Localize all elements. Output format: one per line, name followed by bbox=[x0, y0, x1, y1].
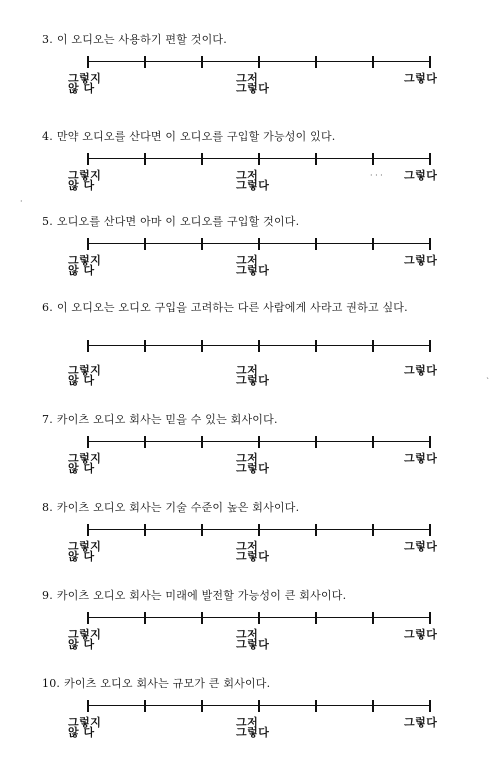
anchor-disagree: 그렇지 않 다 bbox=[68, 628, 102, 651]
scale-tick-7[interactable] bbox=[429, 56, 430, 68]
question-text bbox=[42, 590, 474, 602]
anchor-disagree: 그렇지 않 다 bbox=[68, 169, 102, 192]
scale-tick-3[interactable] bbox=[201, 700, 202, 712]
scale-tick-4[interactable] bbox=[258, 436, 259, 448]
scale-tick-2[interactable] bbox=[144, 56, 145, 68]
scale-tick-2[interactable] bbox=[144, 153, 145, 165]
scale-tick-4[interactable] bbox=[258, 340, 259, 352]
question-label: 카이츠 오디오 회사는 믿을 수 있는 회사이다. bbox=[56, 413, 278, 426]
question-text bbox=[42, 302, 474, 314]
question-label: 이 오디오는 사용하기 편할 것이다. bbox=[56, 33, 227, 46]
scale-tick-3[interactable] bbox=[201, 153, 202, 165]
scale-tick-3[interactable] bbox=[201, 612, 202, 624]
question-label: 카이츠 오디오 회사는 미래에 발전할 가능성이 큰 회사이다. bbox=[56, 589, 347, 602]
anchor-disagree: 그렇지 않 다 bbox=[68, 254, 102, 277]
anchor-agree: 그렇다 bbox=[404, 628, 438, 641]
rating-scale[interactable] bbox=[88, 238, 430, 250]
scale-tick-4[interactable] bbox=[258, 238, 259, 250]
scale-tick-1[interactable] bbox=[87, 524, 88, 536]
scale-tick-1[interactable] bbox=[87, 153, 88, 165]
anchor-agree: 그렇다 bbox=[404, 716, 438, 729]
anchor-agree: 그렇다 bbox=[404, 364, 438, 377]
scale-tick-6[interactable] bbox=[372, 238, 373, 250]
scale-tick-3[interactable] bbox=[201, 340, 202, 352]
question-number: 10. bbox=[42, 677, 61, 690]
scale-tick-6[interactable] bbox=[372, 700, 373, 712]
rating-scale[interactable] bbox=[88, 524, 430, 536]
rating-scale[interactable] bbox=[88, 612, 430, 624]
scale-tick-2[interactable] bbox=[144, 238, 145, 250]
scale-tick-6[interactable] bbox=[372, 436, 373, 448]
scale-tick-3[interactable] bbox=[201, 238, 202, 250]
survey-item-4 bbox=[0, 131, 504, 223]
scan-speck: ˋ bbox=[486, 377, 490, 386]
scale-tick-7[interactable] bbox=[429, 436, 430, 448]
question-label: 카이츠 오디오 회사는 기술 수준이 높은 회사이다. bbox=[56, 501, 300, 514]
anchor-neutral: 그저 그렇다 bbox=[236, 452, 270, 475]
rating-scale[interactable] bbox=[88, 700, 430, 712]
anchor-neutral: 그저 그렇다 bbox=[236, 169, 270, 192]
scale-tick-2[interactable] bbox=[144, 700, 145, 712]
scale-tick-4[interactable] bbox=[258, 56, 259, 68]
question-label: 이 오디오는 오디오 구입을 고려하는 다른 사람에게 사라고 권하고 싶다. bbox=[56, 301, 408, 314]
scale-tick-6[interactable] bbox=[372, 153, 373, 165]
scale-tick-6[interactable] bbox=[372, 340, 373, 352]
scale-tick-6[interactable] bbox=[372, 524, 373, 536]
scale-tick-2[interactable] bbox=[144, 612, 145, 624]
scale-tick-7[interactable] bbox=[429, 340, 430, 352]
scale-tick-5[interactable] bbox=[315, 340, 316, 352]
scale-tick-6[interactable] bbox=[372, 612, 373, 624]
scale-tick-7[interactable] bbox=[429, 700, 430, 712]
question-number: 3. bbox=[42, 33, 53, 46]
anchor-neutral: 그저 그렇다 bbox=[236, 716, 270, 739]
anchor-disagree: 그렇지 않 다 bbox=[68, 364, 102, 387]
survey-item-3 bbox=[0, 34, 504, 126]
scan-speck: · bbox=[20, 197, 23, 206]
question-text bbox=[42, 502, 474, 514]
question-text bbox=[42, 678, 474, 690]
scale-tick-5[interactable] bbox=[315, 238, 316, 250]
anchor-agree: 그렇다 bbox=[404, 540, 438, 553]
scale-tick-1[interactable] bbox=[87, 340, 88, 352]
scale-tick-1[interactable] bbox=[87, 436, 88, 448]
survey-item-10 bbox=[0, 678, 504, 770]
scale-tick-4[interactable] bbox=[258, 700, 259, 712]
anchor-disagree: 그렇지 않 다 bbox=[68, 540, 102, 563]
scale-tick-4[interactable] bbox=[258, 153, 259, 165]
survey-item-7 bbox=[0, 414, 504, 506]
scale-tick-5[interactable] bbox=[315, 700, 316, 712]
anchor-disagree: 그렇지 않 다 bbox=[68, 452, 102, 475]
anchor-neutral: 그저 그렇다 bbox=[236, 540, 270, 563]
rating-scale[interactable] bbox=[88, 153, 430, 165]
anchor-disagree: 그렇지 않 다 bbox=[68, 72, 102, 95]
rating-scale[interactable] bbox=[88, 436, 430, 448]
scale-tick-6[interactable] bbox=[372, 56, 373, 68]
scale-tick-1[interactable] bbox=[87, 56, 88, 68]
anchor-neutral: 그저 그렇다 bbox=[236, 628, 270, 651]
scale-tick-3[interactable] bbox=[201, 56, 202, 68]
scale-tick-4[interactable] bbox=[258, 524, 259, 536]
question-text bbox=[42, 131, 474, 143]
anchor-neutral: 그저 그렇다 bbox=[236, 364, 270, 387]
scale-tick-1[interactable] bbox=[87, 238, 88, 250]
question-text bbox=[42, 34, 474, 46]
scale-tick-5[interactable] bbox=[315, 612, 316, 624]
anchor-agree: 그렇다 bbox=[404, 72, 438, 85]
question-number: 6. bbox=[42, 301, 53, 314]
scale-tick-2[interactable] bbox=[144, 524, 145, 536]
scale-tick-7[interactable] bbox=[429, 612, 430, 624]
survey-item-6 bbox=[0, 302, 504, 394]
scale-tick-3[interactable] bbox=[201, 524, 202, 536]
scale-tick-5[interactable] bbox=[315, 56, 316, 68]
scale-tick-1[interactable] bbox=[87, 700, 88, 712]
question-label: 오디오를 산다면 아마 이 오디오를 구입할 것이다. bbox=[56, 215, 300, 228]
scale-tick-4[interactable] bbox=[258, 612, 259, 624]
scale-tick-3[interactable] bbox=[201, 436, 202, 448]
rating-scale[interactable] bbox=[88, 56, 430, 68]
scale-tick-5[interactable] bbox=[315, 436, 316, 448]
scale-tick-5[interactable] bbox=[315, 524, 316, 536]
question-number: 5. bbox=[42, 215, 53, 228]
scale-tick-7[interactable] bbox=[429, 524, 430, 536]
question-label: 카이츠 오디오 회사는 규모가 큰 회사이다. bbox=[64, 677, 271, 690]
question-number: 8. bbox=[42, 501, 53, 514]
survey-item-8 bbox=[0, 502, 504, 594]
anchor-neutral: 그저 그렇다 bbox=[236, 254, 270, 277]
scale-tick-2[interactable] bbox=[144, 436, 145, 448]
question-text bbox=[42, 216, 474, 228]
survey-item-9 bbox=[0, 590, 504, 682]
anchor-agree: 그렇다 bbox=[404, 254, 438, 267]
scale-tick-7[interactable] bbox=[429, 238, 430, 250]
scale-tick-7[interactable] bbox=[429, 153, 430, 165]
question-number: 9. bbox=[42, 589, 53, 602]
scale-tick-2[interactable] bbox=[144, 340, 145, 352]
survey-item-5 bbox=[0, 216, 504, 308]
question-number: 7. bbox=[42, 413, 53, 426]
question-number: 4. bbox=[42, 130, 53, 143]
anchor-agree: 그렇다 bbox=[404, 169, 438, 182]
scale-tick-1[interactable] bbox=[87, 612, 88, 624]
question-label: 만약 오디오를 산다면 이 오디오를 구입할 가능성이 있다. bbox=[56, 130, 336, 143]
question-text bbox=[42, 414, 474, 426]
scan-speck: · · · bbox=[370, 171, 383, 180]
anchor-disagree: 그렇지 않 다 bbox=[68, 716, 102, 739]
anchor-neutral: 그저 그렇다 bbox=[236, 72, 270, 95]
scale-tick-5[interactable] bbox=[315, 153, 316, 165]
rating-scale[interactable] bbox=[88, 340, 430, 352]
anchor-agree: 그렇다 bbox=[404, 452, 438, 465]
